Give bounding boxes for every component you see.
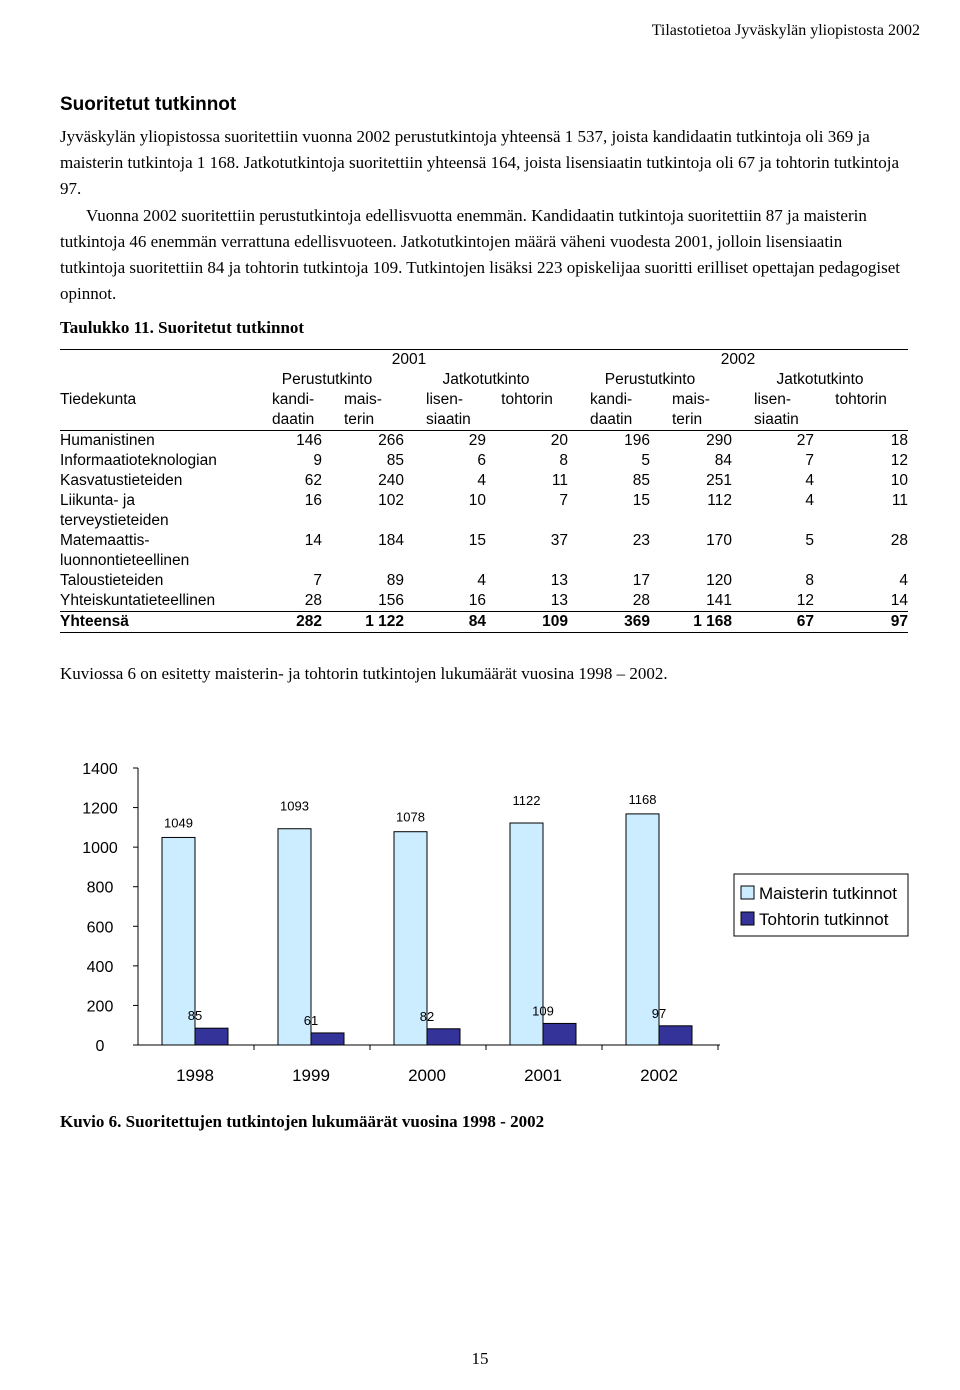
- total-cell: 282: [250, 612, 322, 633]
- table-subhead-row: [60, 390, 908, 410]
- table-cell: 7: [313, 572, 322, 589]
- total-cell: 97: [814, 612, 908, 633]
- table-cell: 15: [468, 532, 486, 549]
- y-tick-label: 0: [95, 1038, 105, 1055]
- year-header: 2001: [250, 350, 568, 371]
- faculty-name-line: Liikunta- ja: [60, 492, 135, 509]
- row-header: Tiedekunta: [60, 391, 137, 408]
- data-label: 1049: [164, 815, 193, 831]
- faculty-name: Kasvatustieteiden: [60, 472, 183, 489]
- intro-text: [60, 124, 910, 307]
- intro-paragraph-2: Vuonna 2002 suoritettiin perustutkintoja edellisvuotta enemmän. Kandidaatin tutkintoja suoritettiin 87 ja maisterin tutkintoja 46 enemmän verrattuna edellisvuoteen. Jatkotutkintojen määrä väheni vuodesta 2001, jolloin lisensiaatin tutkintoja suoritettiin 84 ja tohtorin tutkintoja 109. Tutkintojen lisäksi 223 opiskelijaa suoritti erilliset opettajan pedagogiset opinnot.: [60, 205, 900, 304]
- table-cell: 17: [632, 572, 650, 589]
- total-cell: 1 122: [322, 612, 404, 633]
- table-cell: 28: [890, 532, 908, 549]
- table-cell: 4: [899, 572, 908, 589]
- bar-tohtorin: [659, 1026, 692, 1045]
- running-header: Tilastotietoa Jyväskylän yliopistosta 2002: [651, 22, 920, 39]
- table-cell: 13: [550, 572, 568, 589]
- table-cell: 84: [714, 452, 732, 469]
- subhead: [814, 410, 908, 431]
- table-row: [60, 531, 908, 571]
- table-cell: 112: [707, 492, 732, 509]
- table-cell: 5: [805, 532, 814, 549]
- table-caption: Taulukko 11. Suoritetut tutkinnot: [60, 318, 305, 337]
- faculty-name: Informaatioteknologian: [60, 452, 217, 469]
- data-label: 82: [419, 1008, 435, 1024]
- table-cell: 4: [805, 472, 814, 489]
- table-cell: 102: [378, 492, 404, 509]
- table-cell: 4: [477, 472, 486, 489]
- y-tick-label: 400: [86, 958, 114, 976]
- legend-label: Maisterin tutkinnot: [759, 884, 897, 903]
- table-row: [60, 431, 908, 452]
- subhead: mais-: [672, 391, 710, 408]
- y-axis: [82, 761, 138, 1055]
- y-tick-label: 1000: [82, 840, 118, 858]
- table-cell: 89: [386, 572, 404, 589]
- faculty-name: Humanistinen: [60, 432, 155, 449]
- table-cell: 20: [550, 432, 568, 449]
- table-cell: 146: [296, 432, 322, 449]
- y-tick-label: 1200: [82, 800, 118, 818]
- subhead: kandi-: [272, 391, 315, 408]
- subhead: terin: [650, 410, 732, 431]
- year-header: 2002: [568, 350, 908, 371]
- subhead: lisen-: [426, 391, 464, 408]
- group-header: Perustutkinto: [281, 371, 373, 388]
- table-cell: 15: [632, 492, 650, 509]
- table-cell: 28: [304, 592, 322, 609]
- subhead: mais-: [344, 391, 382, 408]
- data-label: 109: [532, 1003, 554, 1019]
- table-row: [60, 591, 908, 612]
- x-tick-label: 1998: [176, 1066, 214, 1085]
- table-year-row: [60, 350, 908, 371]
- faculty-name-line: Matemaattis-: [60, 532, 150, 549]
- chart-bars: [162, 792, 692, 1045]
- total-cell: 109: [486, 612, 568, 633]
- subhead: daatin: [250, 410, 322, 431]
- table-total-row: [60, 612, 908, 633]
- table-cell: 62: [304, 472, 322, 489]
- table-cell: 10: [468, 492, 486, 509]
- table-subhead-row-2: [60, 410, 908, 431]
- data-label: 97: [651, 1005, 667, 1021]
- bar-tohtorin: [311, 1033, 344, 1045]
- table-cell: 170: [706, 532, 732, 549]
- table-cell: 13: [550, 592, 568, 609]
- table-cell: 12: [796, 592, 814, 609]
- table-cell: 14: [304, 532, 322, 549]
- legend-swatch: [741, 912, 754, 925]
- data-label: 61: [303, 1012, 319, 1028]
- y-tick-label: 800: [86, 879, 114, 897]
- subhead: [486, 410, 568, 431]
- table-cell: 266: [378, 432, 404, 449]
- subhead: daatin: [568, 410, 650, 431]
- table-cell: 196: [624, 432, 650, 449]
- x-axis: [138, 1045, 720, 1085]
- y-tick-label: 600: [86, 919, 114, 937]
- subhead: tohtorin: [501, 391, 553, 408]
- data-label: 1168: [628, 791, 657, 807]
- y-tick-label: 1400: [82, 761, 118, 778]
- table-cell: 4: [805, 492, 814, 509]
- faculty-name-line: terveystieteiden: [60, 512, 169, 529]
- table-cell: 10: [890, 472, 908, 489]
- subhead: kandi-: [590, 391, 633, 408]
- x-tick-label: 2000: [408, 1066, 446, 1085]
- chart-legend: [734, 874, 908, 936]
- table-cell: 184: [378, 532, 404, 549]
- table-cell: 85: [632, 472, 650, 489]
- total-cell: 1 168: [650, 612, 732, 633]
- table-group-row: [60, 370, 908, 390]
- table-cell: 9: [313, 452, 322, 469]
- data-label: 1122: [512, 793, 541, 809]
- subhead: terin: [322, 410, 404, 431]
- x-tick-label: 2001: [524, 1066, 562, 1085]
- x-tick-label: 1999: [292, 1066, 330, 1085]
- bar-tohtorin: [195, 1028, 228, 1045]
- total-cell: 369: [568, 612, 650, 633]
- table-cell: 11: [891, 492, 908, 509]
- table-cell: 11: [551, 472, 568, 489]
- faculty-name: [60, 531, 250, 571]
- table-cell: 28: [632, 592, 650, 609]
- degrees-bar-chart: [60, 750, 920, 1095]
- table-cell: 5: [641, 452, 650, 469]
- faculty-name: Taloustieteiden: [60, 572, 164, 589]
- faculty-name-line: luonnontieteellinen: [60, 552, 190, 569]
- faculty-name: [60, 491, 250, 531]
- table-row: [60, 451, 908, 471]
- faculty-name: Yhteiskuntatieteellinen: [60, 592, 216, 609]
- table-row: [60, 471, 908, 491]
- table-cell: 8: [805, 572, 814, 589]
- table-body: [60, 431, 908, 612]
- table-cell: 120: [706, 572, 732, 589]
- subhead: tohtorin: [835, 391, 887, 408]
- table-cell: 141: [706, 592, 732, 609]
- x-tick-label: 2002: [640, 1066, 678, 1085]
- table-cell: 23: [632, 532, 650, 549]
- page-number: 15: [471, 1349, 489, 1368]
- table-cell: 8: [559, 452, 568, 469]
- table-cell: 4: [477, 572, 486, 589]
- table-row: [60, 571, 908, 591]
- table-cell: 290: [706, 432, 732, 449]
- figure-intro: Kuviossa 6 on esitetty maisterin- ja tohtorin tutkintojen lukumäärät vuosina 1998 – 2002.: [60, 664, 668, 683]
- bar-tohtorin: [543, 1023, 576, 1045]
- legend-swatch: [741, 886, 754, 899]
- table-row: [60, 491, 908, 531]
- intro-paragraph-1: Jyväskylän yliopistossa suoritettiin vuonna 2002 perustutkintoja yhteensä 1 537, joista kandidaatin tutkintoja oli 369 ja maisterin tutkintoja 1 168. Jatkotutkintoja suoritettiin yhteensä 164, joista lisensiaatin tutkintoja oli 67 ja tohtorin tutkintoja 97.: [60, 127, 900, 199]
- table-cell: 7: [559, 492, 568, 509]
- section-heading: Suoritetut tutkinnot: [60, 94, 237, 115]
- table-cell: 12: [890, 452, 908, 469]
- table-cell: 18: [890, 432, 908, 449]
- total-cell: 84: [404, 612, 486, 633]
- table-cell: 37: [550, 532, 568, 549]
- data-label: 1078: [396, 809, 425, 825]
- table-cell: 85: [386, 452, 404, 469]
- table-cell: 156: [378, 592, 404, 609]
- data-label: 85: [187, 1008, 203, 1024]
- table-cell: 27: [796, 432, 814, 449]
- group-header: Perustutkinto: [604, 371, 696, 388]
- table-cell: 14: [890, 592, 908, 609]
- subhead: siaatin: [732, 410, 814, 431]
- table-cell: 16: [304, 492, 322, 509]
- table-cell: 16: [468, 592, 486, 609]
- degrees-table: [60, 349, 908, 633]
- table-cell: 251: [706, 472, 732, 489]
- table-cell: 7: [805, 452, 814, 469]
- legend-label: Tohtorin tutkinnot: [759, 910, 889, 929]
- subhead: siaatin: [404, 410, 486, 431]
- table-cell: 240: [378, 472, 404, 489]
- subhead: lisen-: [754, 391, 792, 408]
- bar-tohtorin: [427, 1029, 460, 1045]
- data-label: 1093: [280, 798, 309, 814]
- group-header: Jatkotutkinto: [776, 371, 864, 388]
- y-tick-label: 200: [86, 998, 114, 1016]
- group-header: Jatkotutkinto: [442, 371, 530, 388]
- total-label: Yhteensä: [60, 612, 250, 633]
- total-cell: 67: [732, 612, 814, 633]
- figure-caption: Kuvio 6. Suoritettujen tutkintojen lukumäärät vuosina 1998 - 2002: [60, 1112, 545, 1131]
- table-cell: 6: [477, 452, 486, 469]
- table-cell: 29: [468, 432, 486, 449]
